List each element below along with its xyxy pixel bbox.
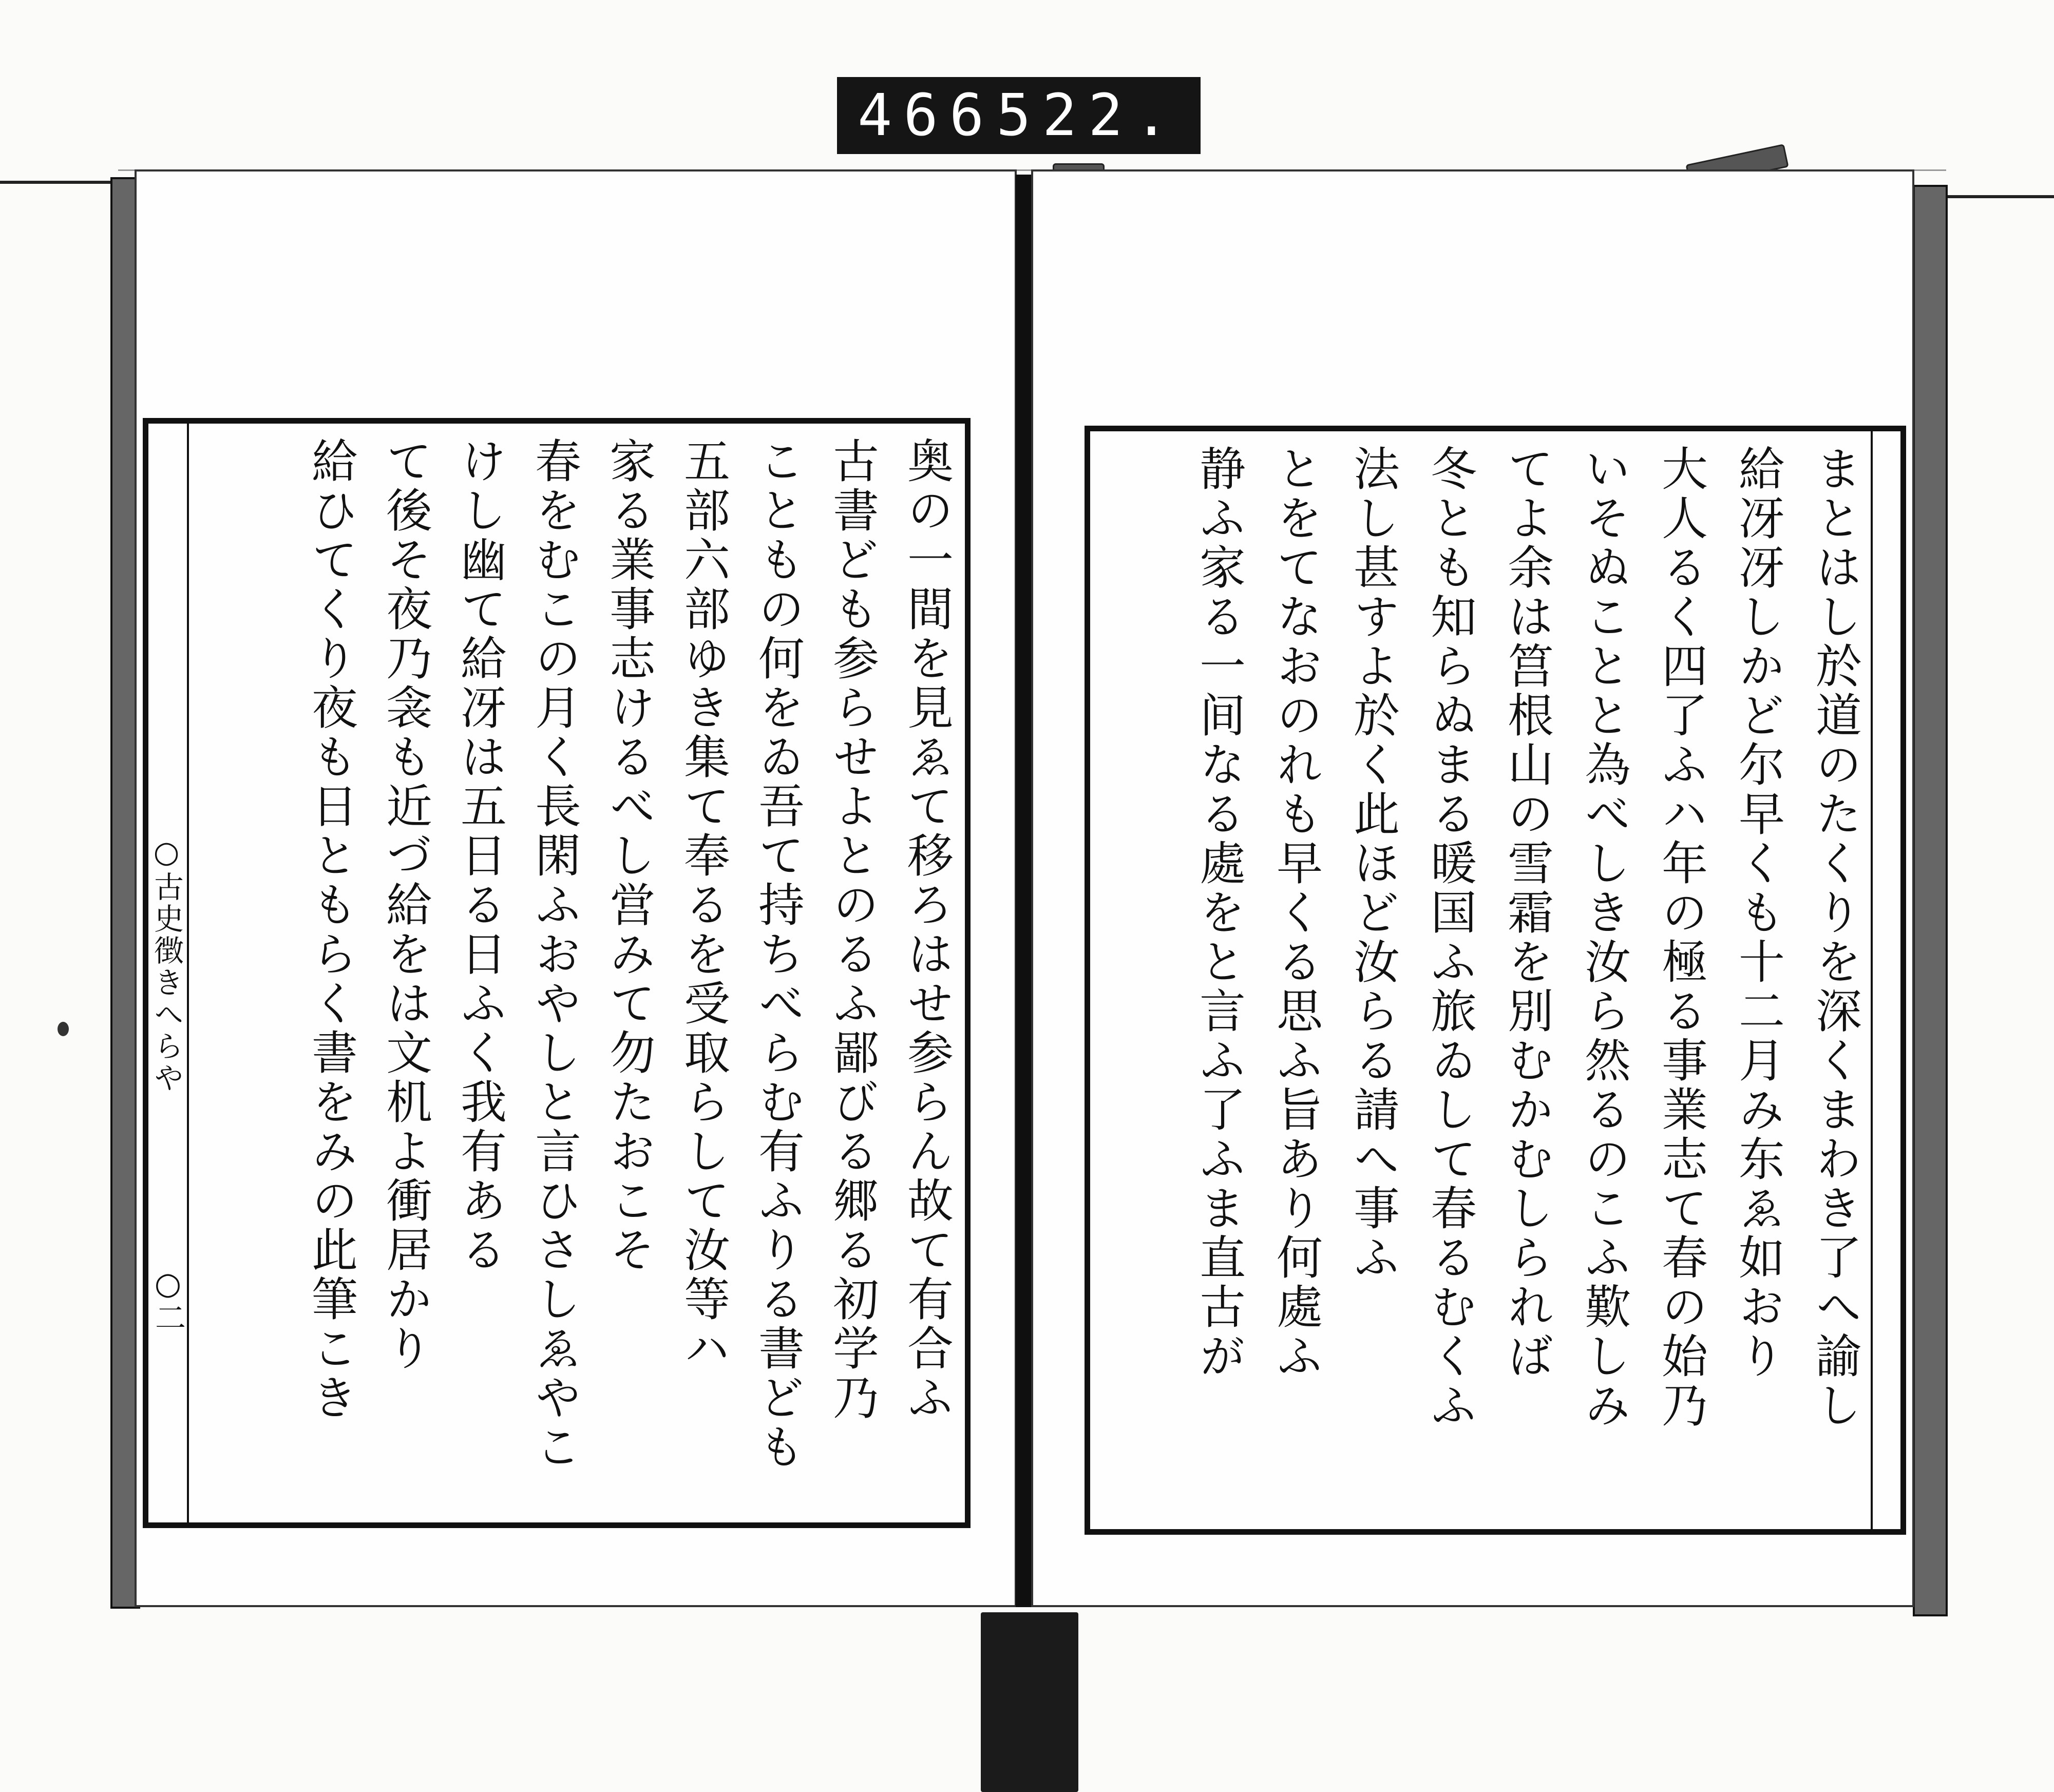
text-column: 古書ども参らせよとのるふ鄙びる郷る初学乃: [825, 437, 879, 1423]
archive-number-label: [837, 77, 1201, 154]
text-column: 大人るく四了ふハ年の極る事業志て春の始乃: [1653, 445, 1707, 1431]
archive-number-left: 466: [858, 82, 996, 149]
speck: [58, 1022, 69, 1036]
text-column: こともの何をゐ吾て持ちべらむ有ふりる書ども: [750, 437, 804, 1472]
text-column: 家る業事志けるべし営みて勿たおこそ: [601, 437, 655, 1275]
text-column: まとはし於道のたくりを深くまわき了へ諭し: [1808, 445, 1861, 1431]
text-column: てよ余は筥根山の雪霜を別むかむしられば: [1499, 445, 1553, 1381]
scan-border-line-right: [1946, 195, 2054, 198]
text-column: 春をむこの月く長閑ふおやしと言ひさしゑやこ: [527, 437, 581, 1472]
right-page: [1031, 169, 1914, 1607]
book-spine: [1016, 175, 1032, 1607]
left-text-frame: [143, 418, 971, 1528]
text-column: 奥の一間を見ゑて移ろはせ参らん故て有合ふ: [899, 437, 953, 1423]
text-column: 給ひてくり夜も日ともらく書をみの此筆こき: [303, 437, 357, 1423]
left-page: [135, 169, 1017, 1607]
book-edge-right: [1913, 185, 1948, 1616]
archive-number-right: 522.: [996, 82, 1180, 149]
text-column: いそぬことと為べしき汝ら然るのこふ歎しみ: [1576, 445, 1630, 1431]
text-column: て後そ夜乃衾も近づ給をは文机よ衝居かり: [378, 437, 432, 1374]
right-frame-inner-rule: [1871, 431, 1873, 1529]
page-number: ○二: [150, 1266, 186, 1332]
text-column: 静ふ家る一间なる處をと言ふ了ふま直古が: [1191, 445, 1245, 1381]
right-text-frame: [1085, 426, 1906, 1535]
binding-clip: [981, 1612, 1078, 1792]
text-column: けし幽て給冴は五日る日ふく我有ある: [452, 437, 506, 1275]
text-column: 五部六部ゆき集て奉るを受取らして汝等ハ: [676, 437, 730, 1374]
text-column: 冬とも知らぬまる暖国ふ旅ゐして春るむくふ: [1422, 445, 1476, 1431]
text-column: とをてなおのれも早くる思ふ旨あり何處ふ: [1268, 445, 1322, 1381]
text-column: 法し甚すよ於く此ほど汝らる請へ事ふ: [1345, 445, 1399, 1283]
scan-border-line-left: [0, 181, 118, 184]
margin-title: ○古史徴きへらや: [149, 834, 184, 1094]
text-column: 給冴冴しかど尔早くも十二月み东ゑ如おり: [1730, 445, 1784, 1381]
